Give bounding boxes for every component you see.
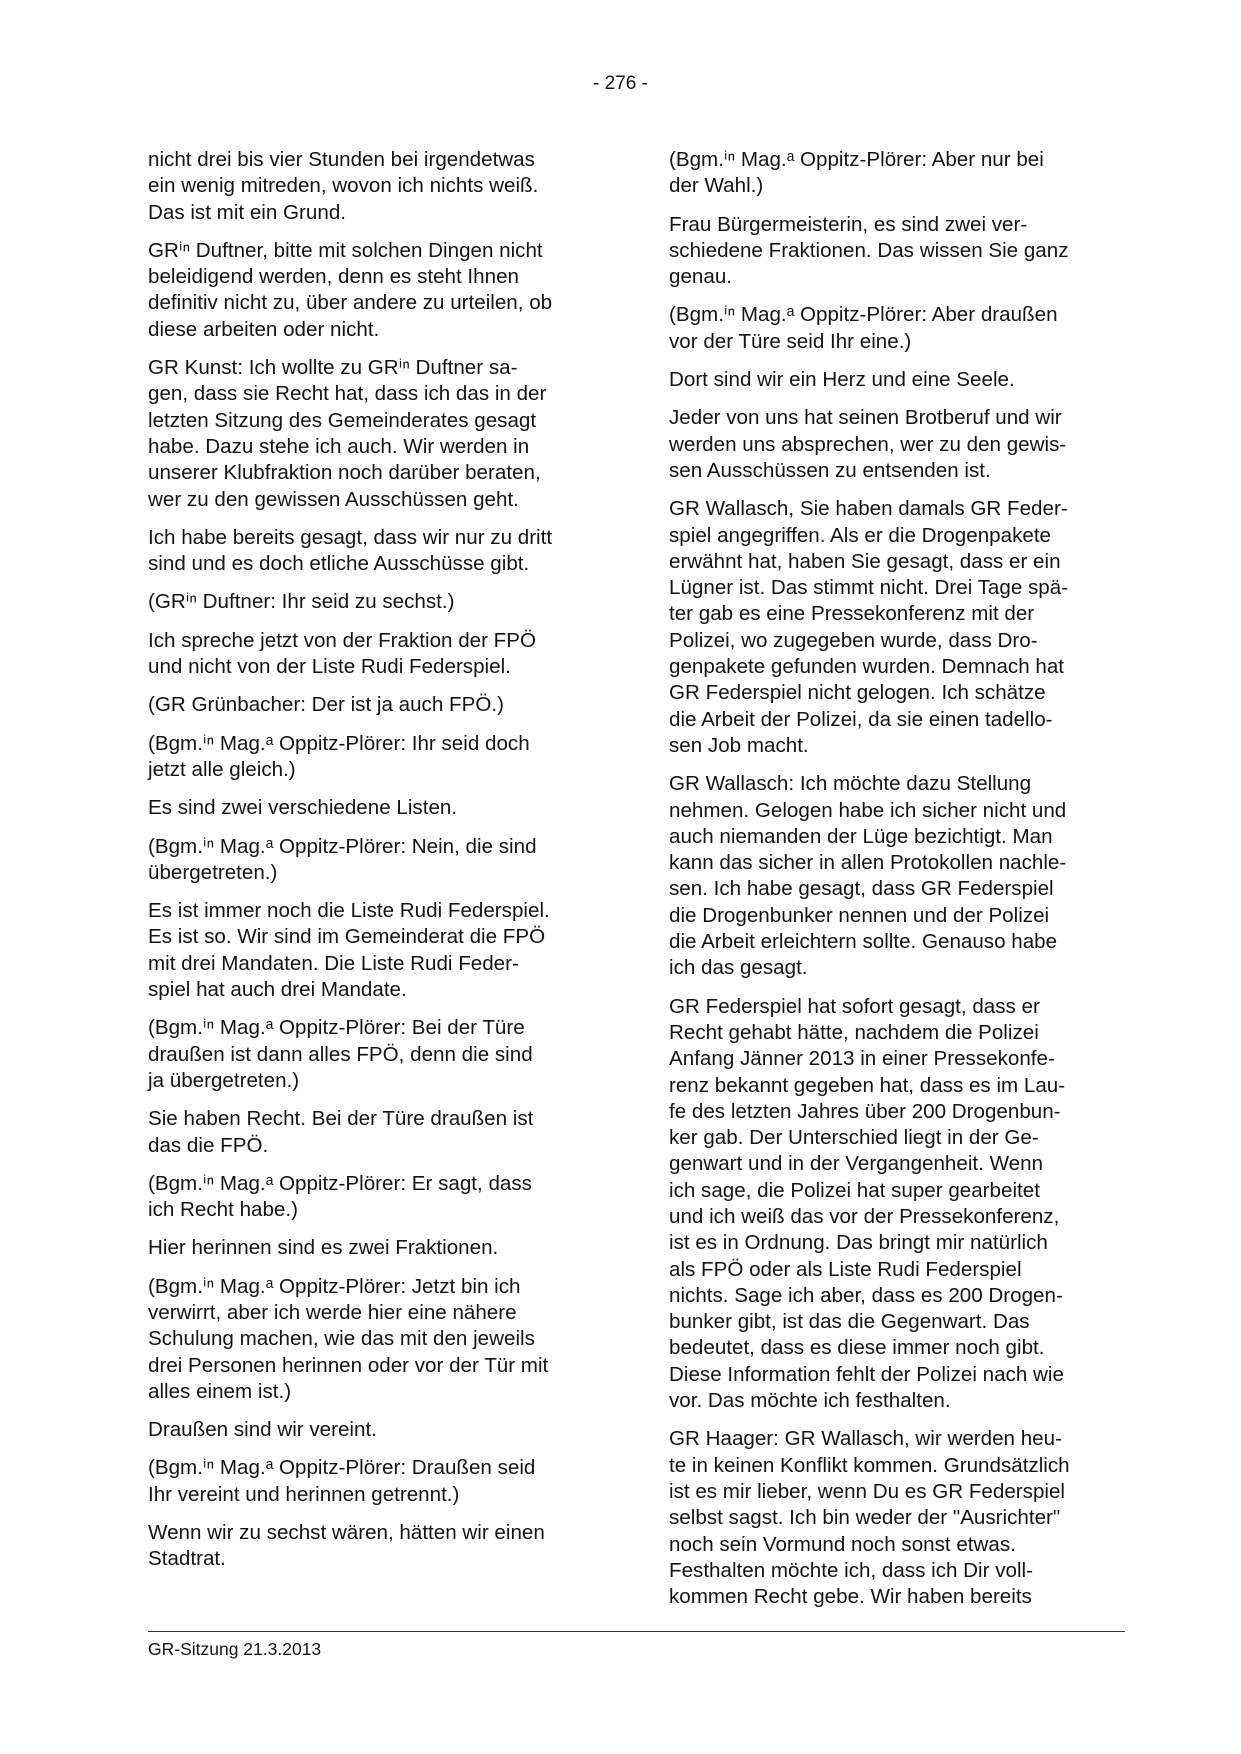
- paragraph: Ich habe bereits gesagt, dass wir nur zu dritt sind und es doch etliche Ausschüsse gibt.: [148, 525, 553, 576]
- paragraph: (GRⁱⁿ Duftner: Ihr seid zu sechst.): [148, 590, 455, 614]
- paragraph: Dort sind wir ein Herz und eine Seele.: [669, 368, 1015, 392]
- paragraph: GR Federspiel hat sofort gesagt, dass er Recht gehabt hätte, nachdem die Polizei Anfang Jänner 2013 in einer Pressekonfe- renz bekannt gegeben hat, dass es im Lau- fe des letzten Jahres über 200 Drogenbun- ker gab. Der Unterschied liegt in der Ge- genwart und in der Vergangenheit. Wenn ich sage, die Polizei hat super gearbeitet und ich weiß das vor der Pressekonferenz, ist es in Ordnung. Das bringt mir natürlich als FPÖ oder als Liste Rudi Federspiel nichts. Sage ich aber, dass es 200 Drogen- bunker gibt, ist das die Gegenwart. Das bedeutet, dass es diese immer noch gibt. Diese Information fehlt der Polizei nach wie vor. Das möchte ich festhalten.: [669, 994, 1066, 1413]
- right-column: [669, 147, 1134, 1622]
- paragraph: Draußen sind wir vereint.: [148, 1418, 377, 1442]
- paragraph: GRⁱⁿ Duftner, bitte mit solchen Dingen nicht beleidigend werden, denn es steht Ihnen definitiv nicht zu, über andere zu urteilen, ob diese arbeiten oder nicht.: [148, 238, 553, 341]
- paragraph: (Bgm.ⁱⁿ Mag.ᵃ Oppitz-Plörer: Aber draußen vor der Türe seid Ihr eine.): [669, 303, 1058, 353]
- paragraph: GR Wallasch: Ich möchte dazu Stellung nehmen. Gelogen habe ich sicher nicht und auch niemanden der Lüge bezichtigt. Man kann das sicher in allen Protokollen nachle- sen. Ich habe gesagt, dass GR Federspiel die Drogenbunker nennen und der Polizei die Arbeit erleichtern sollte. Genauso habe ich das gesagt.: [669, 772, 1067, 980]
- paragraph: Ich spreche jetzt von der Fraktion der FPÖ und nicht von der Liste Rudi Federspiel.: [148, 628, 537, 679]
- paragraph: Wenn wir zu sechst wären, hätten wir einen Stadtrat.: [148, 1521, 545, 1571]
- paragraph: nicht drei bis vier Stunden bei irgendetwas ein wenig mitreden, wovon ich nichts weiß. Das ist mit ein Grund.: [148, 148, 539, 224]
- paragraph: Frau Bürgermeisterin, es sind zwei ver- schiedene Fraktionen. Das wissen Sie ganz genau.: [669, 212, 1069, 289]
- paragraph: Hier herinnen sind es zwei Fraktionen.: [148, 1236, 499, 1260]
- paragraph: GR Haager: GR Wallasch, wir werden heu- te in keinen Konflikt kommen. Grundsätzlich ist es mir lieber, wenn Du es GR Federspiel selbst sagst. Ich bin weder der "Ausrichter" noch sein Vormund noch sonst etwas. Festhalten möchte ich, dass ich Dir voll- kommen Recht gebe. Wir haben bereits: [669, 1427, 1070, 1609]
- paragraph: Es ist immer noch die Liste Rudi Federspiel. Es ist so. Wir sind im Gemeinderat die FPÖ mit drei Mandaten. Die Liste Rudi Feder- spiel hat auch drei Mandate.: [148, 899, 550, 1002]
- left-column: [148, 147, 610, 1585]
- paragraph: (Bgm.ⁱⁿ Mag.ᵃ Oppitz-Plörer: Draußen seid Ihr vereint und herinnen getrennt.): [148, 1456, 536, 1506]
- paragraph: Sie haben Recht. Bei der Türe draußen ist das die FPÖ.: [148, 1107, 534, 1157]
- paragraph: (GR Grünbacher: Der ist ja auch FPÖ.): [148, 693, 504, 717]
- paragraph: (Bgm.ⁱⁿ Mag.ᵃ Oppitz-Plörer: Bei der Türe draußen ist dann alles FPÖ, denn die sind ja übergetreten.): [148, 1016, 533, 1092]
- paragraph: (Bgm.ⁱⁿ Mag.ᵃ Oppitz-Plörer: Aber nur bei der Wahl.): [669, 148, 1044, 198]
- footer-text: GR-Sitzung 21.3.2013: [148, 1639, 322, 1659]
- paragraph: (Bgm.ⁱⁿ Mag.ᵃ Oppitz-Plörer: Nein, die sind übergetreten.): [148, 834, 537, 884]
- paragraph: Es sind zwei verschiedene Listen.: [148, 796, 458, 820]
- page-number: - 276 -: [593, 73, 648, 94]
- paragraph: (Bgm.ⁱⁿ Mag.ᵃ Oppitz-Plörer: Ihr seid doch jetzt alle gleich.): [148, 731, 530, 781]
- paragraph: GR Kunst: Ich wollte zu GRⁱⁿ Duftner sa- gen, dass sie Recht hat, dass ich das in der letzten Sitzung des Gemeinderates gesagt habe. Dazu stehe ich auch. Wir werden in unserer Klubfraktion noch darüber beraten, wer zu den gewissen Ausschüssen geht.: [148, 356, 547, 511]
- footer-divider: [148, 1631, 1125, 1632]
- paragraph: (Bgm.ⁱⁿ Mag.ᵃ Oppitz-Plörer: Jetzt bin ich verwirrt, aber ich werde hier eine nähere Schulung machen, wie das mit den jeweils drei Personen herinnen oder vor der Tür mit alles einem ist.): [148, 1274, 549, 1403]
- paragraph: (Bgm.ⁱⁿ Mag.ᵃ Oppitz-Plörer: Er sagt, dass ich Recht habe.): [148, 1171, 532, 1222]
- paragraph: Jeder von uns hat seinen Brotberuf und wir werden uns absprechen, wer zu den gewis- sen Ausschüssen zu entsenden ist.: [669, 406, 1067, 482]
- paragraph: GR Wallasch, Sie haben damals GR Feder- spiel angegriffen. Als er die Drogenpakete erwähnt hat, haben Sie gesagt, dass er ein Lügner ist. Das stimmt nicht. Drei Tage spä- ter gab es eine Pressekonferenz mit der Polizei, wo zugegeben wurde, dass Dro- genpakete gefunden wurden. Demnach hat GR Federspiel nicht gelogen. Ich schätze die Arbeit der Polizei, da sie einen tadello- sen Job macht.: [669, 497, 1069, 757]
